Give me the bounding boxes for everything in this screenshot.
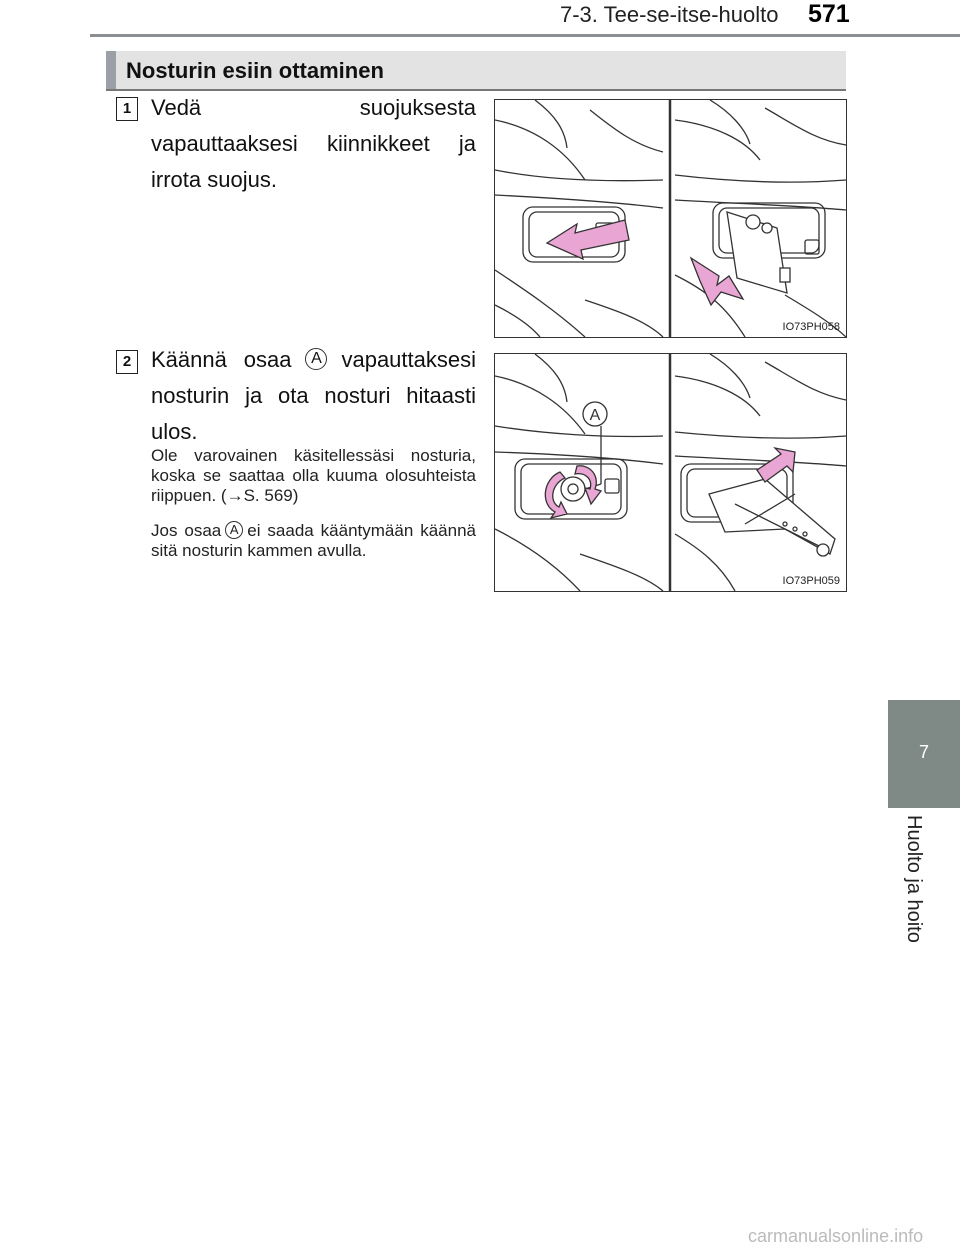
section-title-bar [106,51,846,91]
step-2-note-2 [151,521,476,561]
header-section-title: 7-3. Tee-se-itse-huolto [560,2,779,27]
step-2-number: 2 [116,350,138,374]
step-2-text [151,342,476,450]
step-2-note-2-before: Jos osaa [151,521,222,540]
watermark-text: carmanualsonline.info [748,1226,924,1246]
step-2-text-before: Käännä osaa [151,347,292,372]
step-1-text: Vedä suojuksesta vapauttaaksesi kiinnikkeet ja irrota suojus. [151,95,476,192]
step-2-text-after: vapauttaksesi nosturin ja ota nosturi hitaasti ulos. [151,347,476,444]
figure-1 [494,99,847,338]
chapter-number: 7 [918,742,929,762]
step-2-note-2-after: ei saada kääntymään käännä sitä nosturin kammen avulla. [151,521,477,560]
step-2-note-1: Ole varovainen käsitellessäsi nosturia, koska se saattaa olla kuuma olosuhteista riippuen. (→S. 569) [151,446,476,505]
figure-2-illustration [495,354,846,591]
chapter-side-tab [888,700,960,808]
page-number: 571 [808,0,850,28]
figure-2-callout-label: A [589,407,601,424]
section-bar-accent [106,51,116,89]
figure-1-illustration [495,100,846,337]
callout-a-marker-small: A [225,521,243,539]
callout-a-marker: A [305,348,327,370]
figure-2-code: IO73PH059 [782,575,840,587]
chapter-label: Huolto ja hoito [903,815,925,943]
figure-1-code: IO73PH058 [782,321,840,333]
figure-2 [494,353,847,592]
section-title: Nosturin esiin ottaminen [126,58,384,83]
step-1-number: 1 [116,97,138,121]
header-rule [90,34,960,37]
